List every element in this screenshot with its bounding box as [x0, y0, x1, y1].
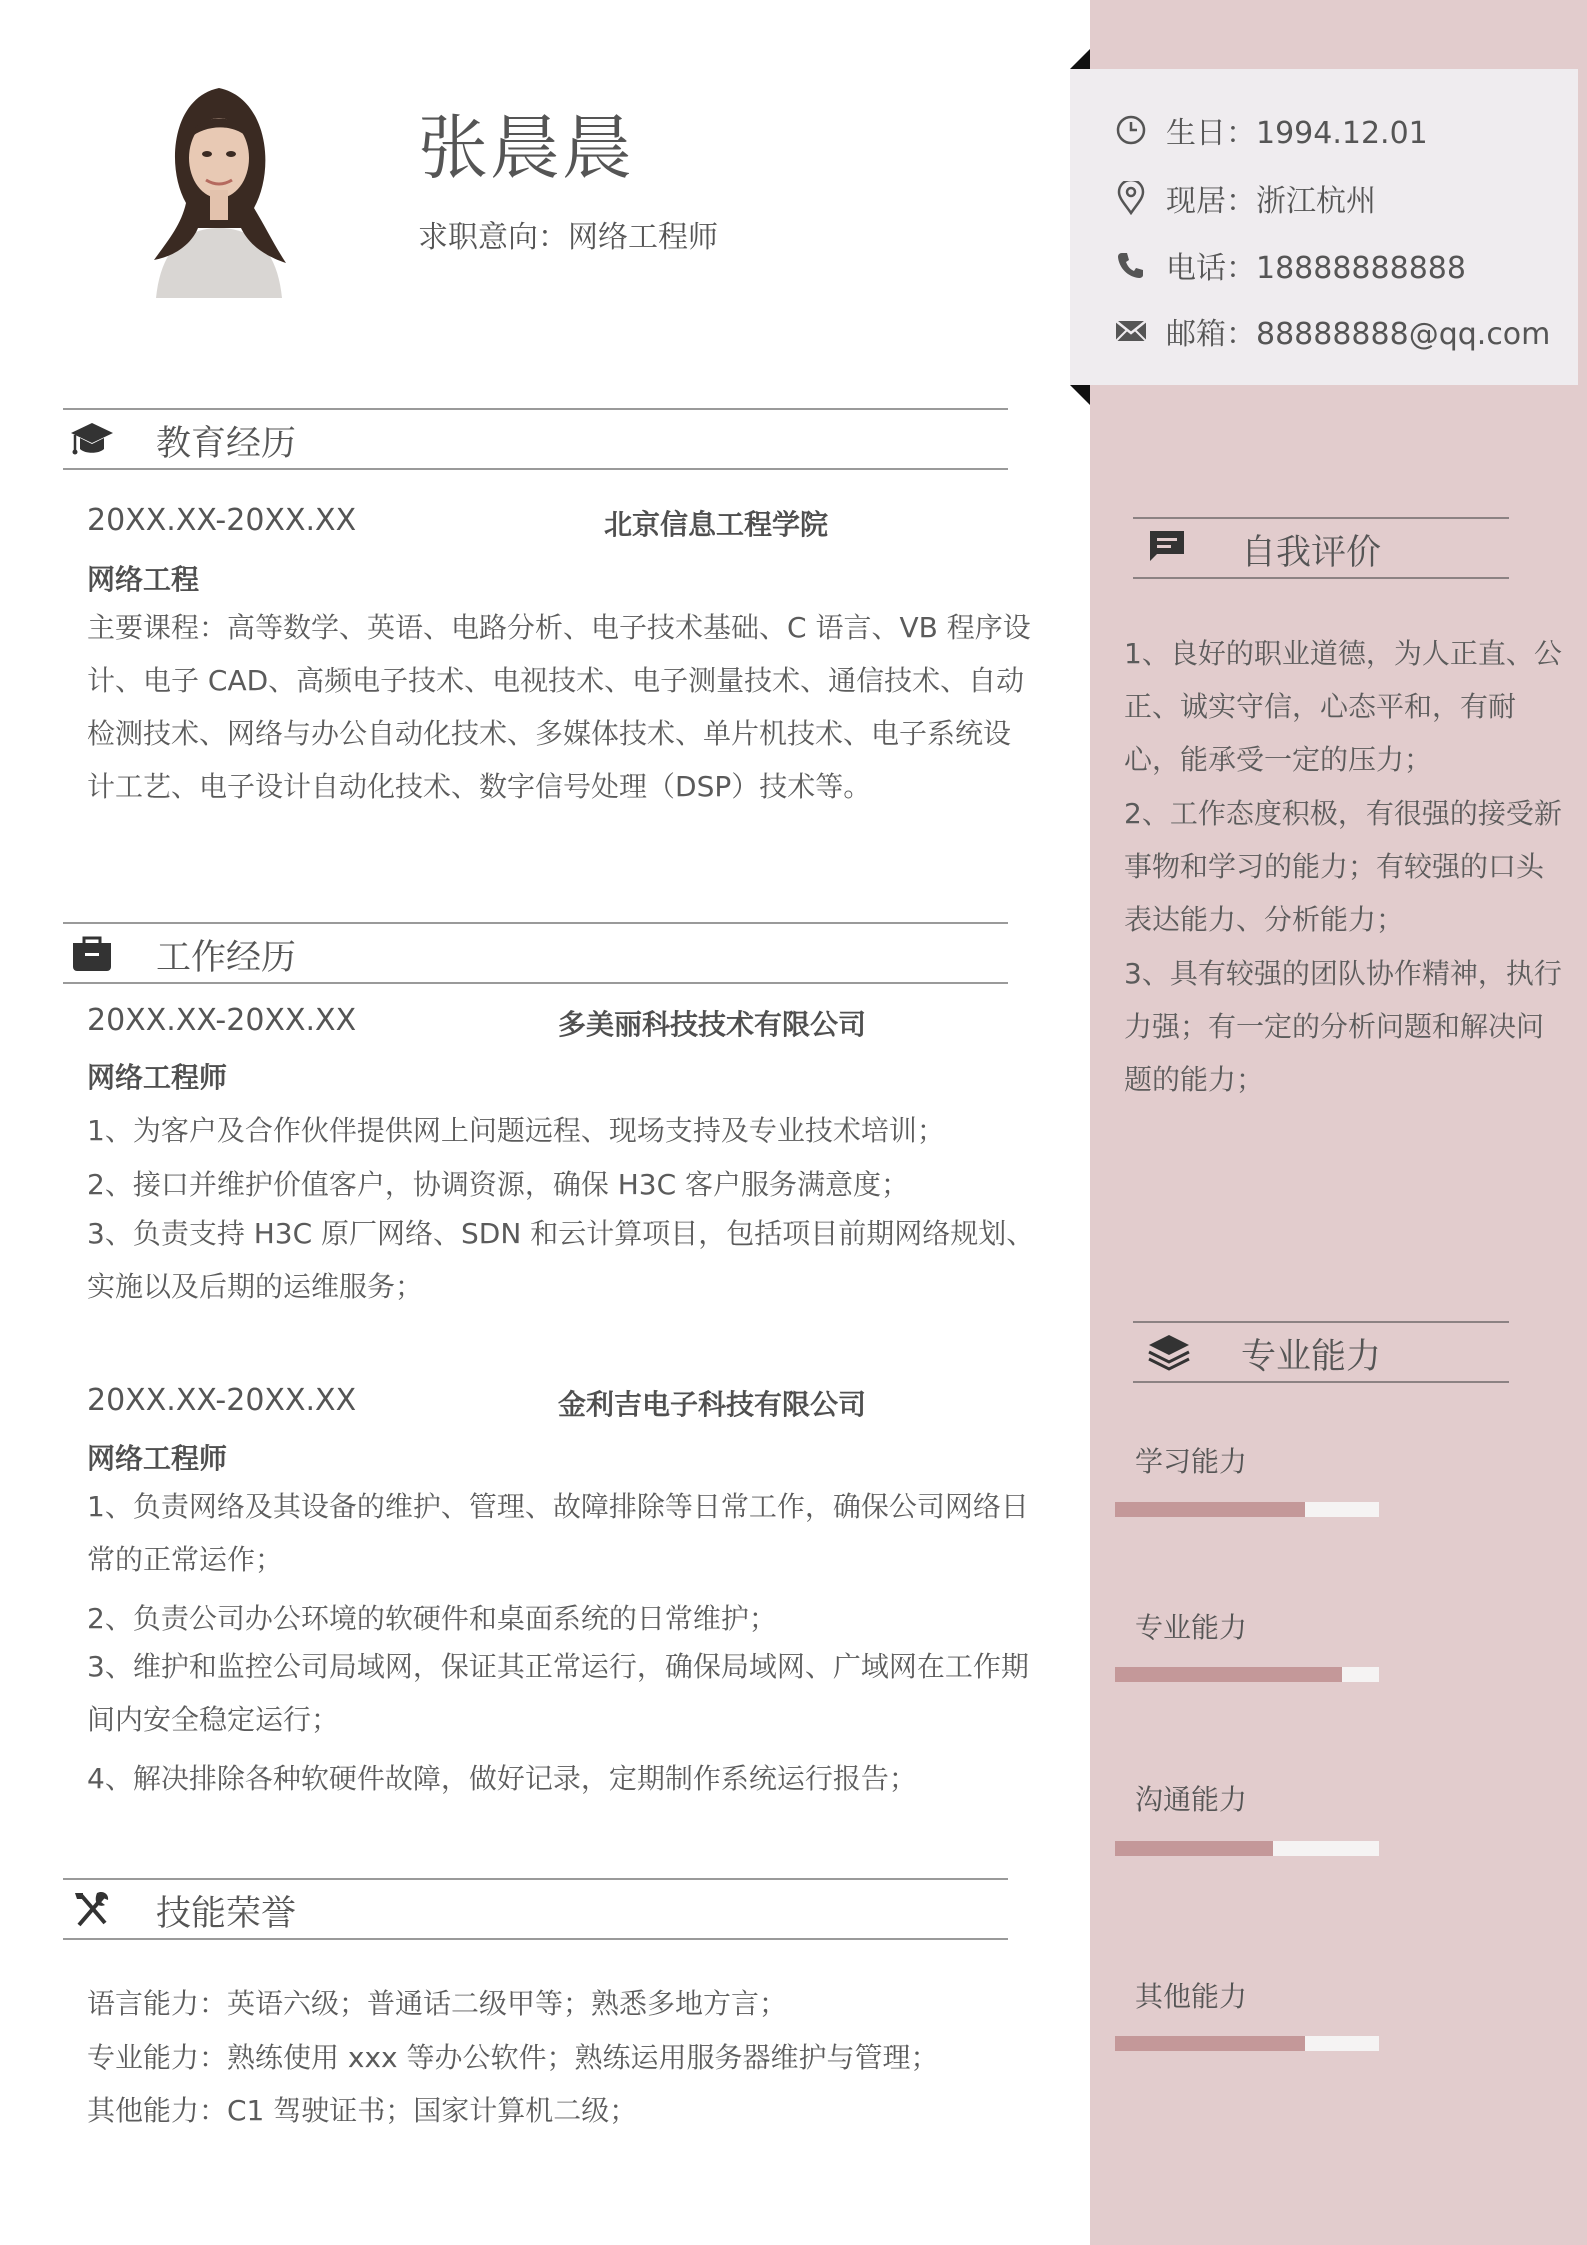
self-eval-item: 2、工作态度积极，有很强的接受新事物和学习的能力；有较强的口头表达能力、分析能力；: [1124, 797, 1562, 936]
education-title: 教育经历: [156, 424, 297, 464]
layers-icon: [1147, 1332, 1191, 1372]
job-1-role: 网络工程师: [87, 1061, 228, 1094]
honor-item: 语言能力：英语六级；普通话二级甲等；熟悉多地方言；: [87, 1987, 788, 2020]
envelope-icon: [1114, 314, 1148, 348]
job-1-company: 多美丽科技技术有限公司: [558, 1008, 867, 1041]
job-1-duty: 1、为客户及合作伙伴提供网上问题远程、现场支持及专业技术培训；: [87, 1114, 945, 1147]
job-2-duty: 2、负责公司办公环境的软硬件和桌面系统的日常维护；: [87, 1602, 777, 1635]
location-pin-icon: [1114, 181, 1148, 215]
job-2-duty: 1、负责网络及其设备的维护、管理、故障排除等日常工作，确保公司网络日常的正常运作；: [87, 1490, 1029, 1576]
residence-text: 现居：浙江杭州: [1166, 184, 1376, 219]
ability-bar: [1115, 1502, 1379, 1517]
education-major: 网络工程: [87, 563, 200, 596]
job-1-duty: 2、接口并维护价值客户，协调资源，确保 H3C 客户服务满意度；: [87, 1168, 910, 1201]
job-1-duty: 3、负责支持 H3C 原厂网络、SDN 和云计算项目，包括项目前期网络规划、实施以及后期的运维服务；: [87, 1217, 1035, 1303]
education-school: 北京信息工程学院: [604, 508, 829, 541]
self-eval-item: 1、良好的职业道德，为人正直、公正、诚实守信，心态平和，有耐心，能承受一定的压力；: [1124, 637, 1562, 776]
job-2-date: 20XX.XX-20XX.XX: [87, 1383, 357, 1418]
ability-label: 专业能力: [1135, 1611, 1248, 1644]
job-objective: 求职意向：网络工程师: [418, 220, 718, 255]
birthday-text: 生日：1994.12.01: [1166, 116, 1428, 151]
contact-email: [1114, 311, 1550, 351]
contact-birthday: [1114, 110, 1428, 150]
job-2-role: 网络工程师: [87, 1442, 228, 1475]
contact-fold-top: [1070, 49, 1090, 69]
ability-bar: [1115, 1841, 1379, 1856]
phone-text: 电话：18888888888: [1166, 251, 1466, 286]
education-date: 20XX.XX-20XX.XX: [87, 503, 357, 538]
ability-label: 学习能力: [1135, 1445, 1248, 1478]
briefcase-icon: [69, 933, 115, 973]
clock-icon: [1114, 113, 1148, 147]
honor-item: 专业能力：熟练使用 xxx 等办公软件；熟练运用服务器维护与管理；: [87, 2041, 939, 2074]
ability-bar-fill: [1115, 1502, 1305, 1517]
contact-fold-bottom: [1070, 385, 1090, 405]
abilities-title: 专业能力: [1241, 1337, 1382, 1377]
honor-item: 其他能力：C1 驾驶证书；国家计算机二级；: [87, 2094, 638, 2127]
contact-phone: [1114, 245, 1466, 285]
work-header: [63, 922, 1008, 984]
tools-icon: [69, 1889, 115, 1929]
graduation-cap-icon: [69, 419, 115, 459]
phone-icon: [1114, 248, 1148, 282]
ability-bar-fill: [1115, 2036, 1305, 2051]
abilities-header: [1133, 1321, 1509, 1383]
honors-title: 技能荣誉: [156, 1894, 297, 1934]
job-1-date: 20XX.XX-20XX.XX: [87, 1003, 357, 1038]
work-title: 工作经历: [156, 938, 297, 978]
chat-bubble-icon: [1147, 528, 1191, 568]
ability-label: 其他能力: [1135, 1980, 1248, 2013]
contact-residence: [1114, 178, 1376, 218]
self-eval-title: 自我评价: [1241, 533, 1382, 573]
honors-header: [63, 1878, 1008, 1940]
job-2-duty: 4、解决排除各种软硬件故障，做好记录，定期制作系统运行报告；: [87, 1762, 917, 1795]
ability-bar-fill: [1115, 1667, 1342, 1682]
profile-photo: [126, 78, 312, 298]
ability-bar: [1115, 1667, 1379, 1682]
self-eval-header: [1133, 517, 1509, 579]
job-2-company: 金利吉电子科技有限公司: [558, 1388, 867, 1421]
self-eval-item: 3、具有较强的团队协作精神，执行力强；有一定的分析问题和解决问题的能力；: [1124, 957, 1562, 1096]
ability-label: 沟通能力: [1135, 1783, 1248, 1816]
education-header: [63, 408, 1008, 470]
candidate-name: 张晨晨: [418, 107, 634, 189]
ability-bar: [1115, 2036, 1379, 2051]
job-2-duty: 3、维护和监控公司局域网，保证其正常运行，确保局域网、广域网在工作期间内安全稳定运行；: [87, 1650, 1029, 1736]
education-courses: 主要课程：高等数学、英语、电路分析、电子技术基础、C 语言、VB 程序设计、电子 CAD、高频电子技术、电视技术、电子测量技术、通信技术、自动检测技术、网络与办公自动化技术、多媒体技术、单片机技术、电子系统设计工艺、电子设计自动化技术、数字信号处理（DSP）技术等。: [87, 611, 1031, 803]
ability-bar-fill: [1115, 1841, 1273, 1856]
email-text: 邮箱：88888888@qq.com: [1166, 317, 1551, 352]
